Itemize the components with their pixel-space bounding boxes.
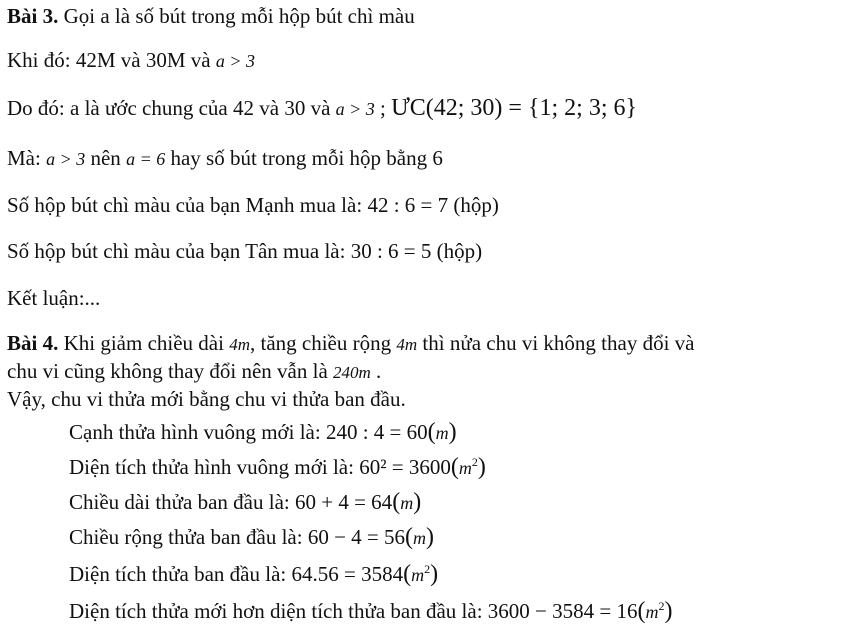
text: Số hộp bút chì màu của bạn Tân mua là: [7, 239, 346, 263]
step-expr: 240 : 4 = 60 [325, 420, 428, 444]
bai4-step-6 [69, 598, 672, 625]
math: 30M [145, 48, 186, 72]
exponent: 2 [658, 599, 665, 613]
text: , tăng chiều rộng [250, 331, 392, 355]
text: Khi giảm chiều dài [63, 331, 224, 355]
math: a > 3 [215, 51, 256, 71]
bai4-line-3 [7, 386, 406, 412]
text: và [190, 48, 211, 72]
math: a > 3 [335, 99, 375, 119]
bai3-line-3 [7, 145, 443, 172]
paren: ( [450, 454, 459, 480]
bai3-line-1 [7, 47, 255, 74]
unit: m [413, 528, 427, 548]
paren: ) [426, 524, 435, 550]
bai3-line-4 [7, 192, 499, 218]
bai3-line-5 [7, 238, 482, 264]
step-label: Chiều rộng thửa ban đầu là: [69, 525, 303, 549]
exponent: 2 [471, 455, 478, 469]
paren: ) [448, 419, 457, 445]
math: 42M [75, 48, 116, 72]
math: 30 : 6 = 5 [350, 239, 432, 263]
paren: ( [405, 524, 414, 550]
text: Mà: [7, 146, 41, 170]
text: và [120, 48, 141, 72]
paren: ( [637, 598, 646, 624]
math: 4m [229, 335, 250, 354]
text: Khi đó: [7, 48, 71, 72]
paren: ) [430, 561, 439, 587]
bai3-intro: Gọi a là số bút trong mỗi hộp bút chì màu [63, 4, 415, 28]
paren: ) [664, 598, 673, 624]
step-label: Cạnh thửa hình vuông mới là: [69, 420, 321, 444]
step-label: Diện tích thửa ban đầu là: [69, 562, 287, 586]
paren: ) [477, 454, 486, 480]
bai3-heading [7, 3, 415, 29]
math: 4m [396, 335, 418, 354]
step-expr: 60 + 4 = 64 [295, 490, 393, 514]
bai3-title: Bài 3. [7, 4, 59, 28]
bai4-step-5 [69, 561, 438, 588]
paren: ) [413, 489, 422, 515]
unit: m [645, 602, 659, 622]
unit: m [458, 458, 472, 478]
step-label: Diện tích thửa hình vuông mới là: [69, 455, 354, 479]
text: Do đó: a là ước chung của 42 và 30 và [7, 96, 331, 120]
text: Kết luận:... [7, 286, 101, 310]
paren: ( [427, 419, 436, 445]
paren: ( [392, 489, 401, 515]
text: (hộp) [436, 239, 483, 263]
bai4-title: Bài 4. [7, 331, 59, 355]
text: Vậy, chu vi thửa mới bằng chu vi thửa ban đầu. [7, 387, 406, 411]
step-expr: 64.56 = 3584 [291, 562, 404, 586]
bai3-line-2 [7, 95, 637, 122]
text: hay số bút trong mỗi hộp bằng 6 [170, 146, 443, 170]
bai4-step-1 [69, 419, 457, 446]
unit: m [435, 423, 449, 443]
step-expr: 3600 − 3584 = 16 [487, 599, 638, 623]
text: (hộp) [453, 193, 499, 217]
bai4-line-2 [7, 358, 381, 386]
text: chu vi cũng không thay đổi nên vẫn là [7, 359, 328, 383]
step-label: Diện tích thửa mới hơn diện tích thửa ban đầu là: [69, 599, 483, 623]
math: a > 3 [46, 149, 86, 169]
bai4-step-3 [69, 489, 421, 516]
math: 42 : 6 = 7 [367, 193, 449, 217]
bai4-step-2 [69, 454, 486, 481]
text: . [376, 359, 382, 383]
math: a = 6 [126, 149, 166, 169]
exponent: 2 [424, 562, 431, 576]
unit: m [400, 493, 414, 513]
step-expr: 60² = 3600 [359, 455, 451, 479]
step-label: Chiều dài thửa ban đầu là: [69, 490, 290, 514]
bai3-conclusion [7, 285, 100, 311]
bai4-step-4 [69, 524, 434, 551]
bai4-heading [7, 330, 695, 358]
text: nên [90, 146, 121, 170]
math: ƯC(42; 30) = {1; 2; 3; 6} [391, 95, 637, 121]
step-expr: 60 − 4 = 56 [307, 525, 406, 549]
text: thì nửa chu vi không thay đổi và [422, 331, 695, 355]
text: ; [380, 96, 386, 120]
paren: ( [403, 561, 412, 587]
math: 240m [333, 363, 371, 382]
text: Số hộp bút chì màu của bạn Mạnh mua là: [7, 193, 363, 217]
unit: m [411, 565, 425, 585]
